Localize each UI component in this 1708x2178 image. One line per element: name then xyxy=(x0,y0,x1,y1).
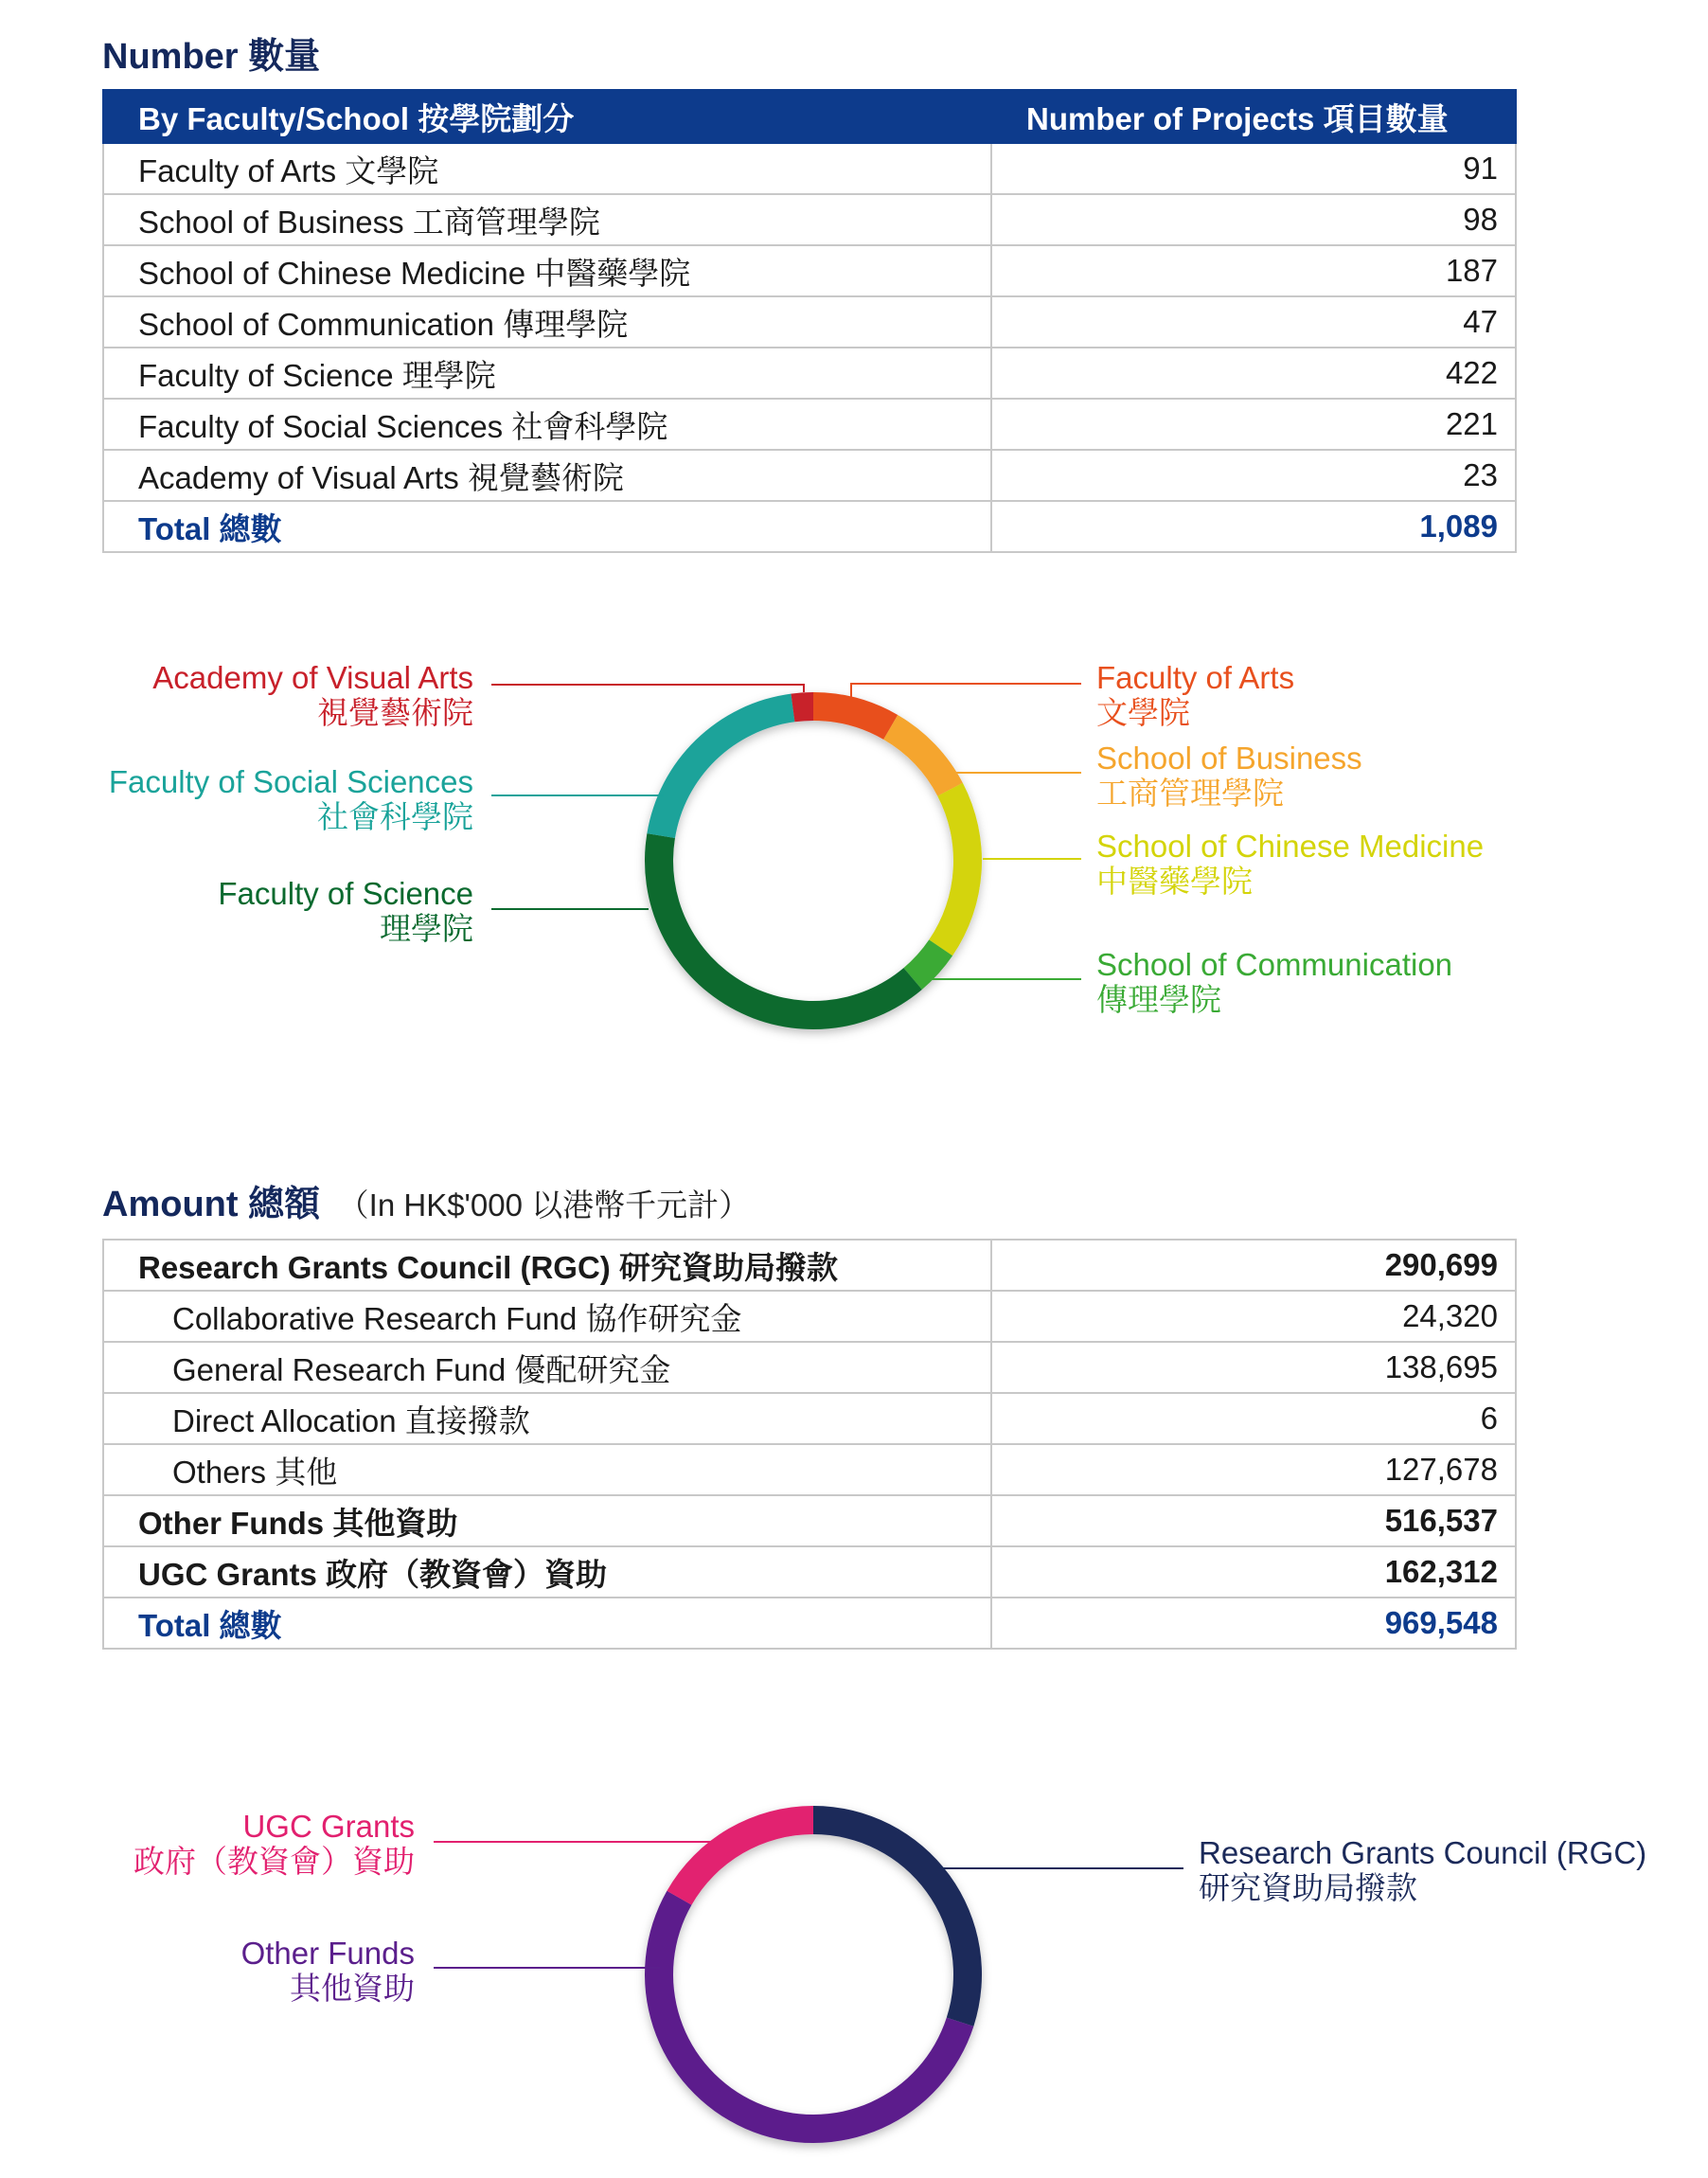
donut-slice-other-funds xyxy=(645,1891,973,2143)
projects-by-faculty-table xyxy=(102,89,1517,553)
slice-label-cn: 研究資助局撥款 xyxy=(1199,1870,1417,1905)
table-row xyxy=(103,296,1516,348)
donut-slice-research-grants-council-rgc xyxy=(813,1806,982,2026)
fund-name: General Research Fund 優配研究金 xyxy=(103,1342,991,1393)
slice-label-en: Academy of Visual Arts xyxy=(152,660,473,695)
total-value: 1,089 xyxy=(991,501,1516,552)
funding-amount-table xyxy=(102,1239,1517,1650)
number-title-cn: 數量 xyxy=(248,37,321,77)
table-row xyxy=(103,1342,1516,1393)
slice-label-cn: 視覺藝術院 xyxy=(317,695,473,730)
amount-table-body xyxy=(103,1240,1516,1598)
funding-donut-chart xyxy=(0,1761,1708,2178)
number-section-title xyxy=(102,27,320,79)
donut-slice-faculty-of-social-sciences xyxy=(647,694,794,838)
amount-total-row xyxy=(103,1598,1516,1649)
amount-title-cn: 總額 xyxy=(248,1185,321,1224)
table-row xyxy=(103,1546,1516,1598)
leader-line xyxy=(851,684,1081,698)
slice-label-en: School of Communication xyxy=(1096,947,1453,982)
table-row xyxy=(103,1495,1516,1546)
table-row xyxy=(103,450,1516,501)
project-count: 221 xyxy=(991,399,1516,450)
project-count: 47 xyxy=(991,296,1516,348)
slice-label-cn: 社會科學院 xyxy=(317,799,473,834)
project-count: 98 xyxy=(991,194,1516,245)
slice-label-cn: 文學院 xyxy=(1096,695,1190,730)
fund-amount: 6 xyxy=(991,1393,1516,1444)
leader-line xyxy=(491,685,804,692)
donut-ring xyxy=(645,692,982,1029)
header-faculty: By Faculty/School 按學院劃分 xyxy=(103,90,991,143)
faculty-name: Academy of Visual Arts 視覺藝術院 xyxy=(103,450,991,501)
project-count: 187 xyxy=(991,245,1516,296)
fund-name: Research Grants Council (RGC) 研究資助局撥款 xyxy=(103,1240,991,1291)
faculty-name: Faculty of Social Sciences 社會科學院 xyxy=(103,399,991,450)
donut-slice-faculty-of-science xyxy=(645,833,922,1029)
project-count: 23 xyxy=(991,450,1516,501)
slice-label-en: School of Business xyxy=(1096,741,1362,776)
faculty-name: School of Communication 傳理學院 xyxy=(103,296,991,348)
slice-label-en: Faculty of Arts xyxy=(1096,660,1295,695)
donut-slice-school-of-chinese-medicine xyxy=(929,783,982,956)
faculty-donut-chart xyxy=(0,606,1708,1061)
fund-name: UGC Grants 政府（教資會）資助 xyxy=(103,1546,991,1598)
table-row xyxy=(103,399,1516,450)
donut-slice-faculty-of-arts xyxy=(813,692,898,740)
fund-name: Others 其他 xyxy=(103,1444,991,1495)
fund-amount: 290,699 xyxy=(991,1240,1516,1291)
number-total-row xyxy=(103,501,1516,552)
slice-label-cn: 工商管理學院 xyxy=(1096,776,1284,811)
fund-name: Direct Allocation 直接撥款 xyxy=(103,1393,991,1444)
fund-amount: 162,312 xyxy=(991,1546,1516,1598)
slice-label-en: Faculty of Social Sciences xyxy=(108,764,473,799)
amount-total-label: Total 總數 xyxy=(103,1598,991,1649)
fund-amount: 138,695 xyxy=(991,1342,1516,1393)
amount-section-title xyxy=(102,1174,750,1226)
project-count: 91 xyxy=(991,143,1516,194)
fund-name: Other Funds 其他資助 xyxy=(103,1495,991,1546)
total-label: Total 總數 xyxy=(103,501,991,552)
table-row xyxy=(103,245,1516,296)
table-row xyxy=(103,1393,1516,1444)
table-row xyxy=(103,1240,1516,1291)
faculty-name: School of Business 工商管理學院 xyxy=(103,194,991,245)
fund-amount: 516,537 xyxy=(991,1495,1516,1546)
donut-slice-academy-of-visual-arts xyxy=(791,692,813,722)
slice-label-en: Other Funds xyxy=(240,1936,415,1971)
amount-subtitle: （In HK$'000 以港幣千元計） xyxy=(337,1187,751,1223)
faculty-name: Faculty of Arts 文學院 xyxy=(103,143,991,194)
slice-label-en: Research Grants Council (RGC) xyxy=(1199,1835,1647,1870)
project-count: 422 xyxy=(991,348,1516,399)
number-table-body xyxy=(103,143,1516,501)
slice-label-cn: 其他資助 xyxy=(290,1971,415,2006)
fund-amount: 127,678 xyxy=(991,1444,1516,1495)
slice-label-en: School of Chinese Medicine xyxy=(1096,829,1485,864)
table-row xyxy=(103,194,1516,245)
slice-label-cn: 理學院 xyxy=(380,911,473,946)
slice-label-cn: 傳理學院 xyxy=(1096,982,1221,1017)
faculty-name: School of Chinese Medicine 中醫藥學院 xyxy=(103,245,991,296)
faculty-name: Faculty of Science 理學院 xyxy=(103,348,991,399)
table-row xyxy=(103,143,1516,194)
amount-total-value: 969,548 xyxy=(991,1598,1516,1649)
amount-title-en: Amount xyxy=(102,1185,239,1224)
donut-slice-ugc-grants xyxy=(667,1806,813,1905)
number-title-en: Number xyxy=(102,37,239,77)
slice-label-cn: 政府（教資會）資助 xyxy=(133,1844,415,1879)
donut-ring xyxy=(645,1806,982,2143)
slice-label-en: UGC Grants xyxy=(242,1809,415,1844)
fund-amount: 24,320 xyxy=(991,1291,1516,1342)
slice-label-en: Faculty of Science xyxy=(218,876,473,911)
table-row xyxy=(103,348,1516,399)
slice-label-cn: 中醫藥學院 xyxy=(1096,864,1253,899)
table-header-row xyxy=(103,90,1516,143)
table-row xyxy=(103,1444,1516,1495)
table-row xyxy=(103,1291,1516,1342)
header-projects: Number of Projects 項目數量 xyxy=(991,90,1516,143)
donut-slice-school-of-business xyxy=(883,715,963,796)
fund-name: Collaborative Research Fund 協作研究金 xyxy=(103,1291,991,1342)
